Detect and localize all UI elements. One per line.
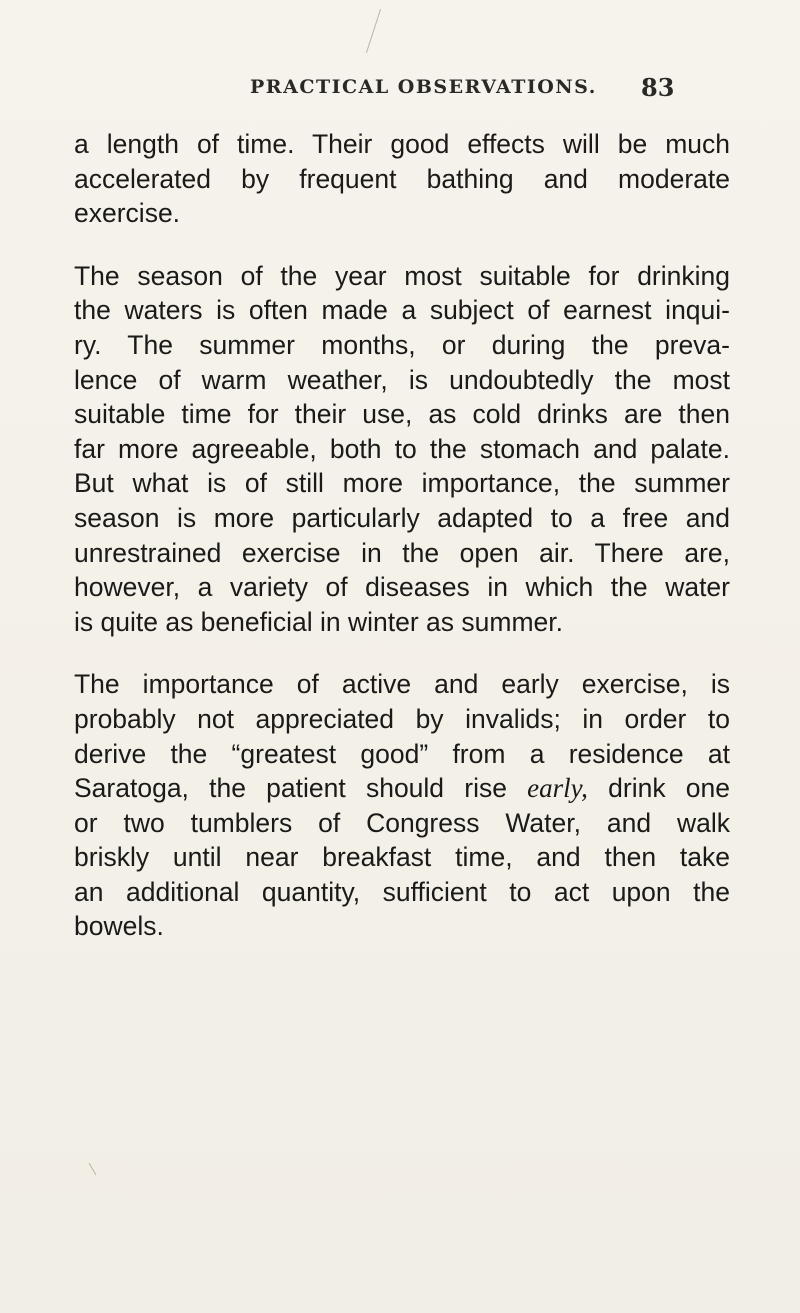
paragraph-1 xyxy=(74,127,730,231)
text-line: far more agreeable, both to the stomach and palate. xyxy=(74,433,730,464)
text-line: is quite as beneficial in winter as summer. xyxy=(74,606,563,637)
paper-mark xyxy=(366,9,381,53)
text-line: But what is of still more importance, the summer xyxy=(74,468,730,499)
text-line: suitable time for their use, as cold drinks are then xyxy=(74,399,730,430)
text-line: unrestrained exercise in the open air. There are, xyxy=(74,537,730,568)
text-line: season is more particularly adapted to a free and xyxy=(74,502,730,533)
text-line: a length of time. Their good effects will be much xyxy=(74,129,730,159)
running-head xyxy=(0,73,800,106)
body-text xyxy=(74,127,730,944)
text-line: The importance of active and early exercise, is xyxy=(74,669,730,700)
page-number: 83 xyxy=(641,73,675,102)
emphasis-text: early, xyxy=(527,773,588,804)
text-line: ry. The summer months, or during the preva- xyxy=(74,329,730,360)
running-title: PRACTICAL OBSERVATIONS. xyxy=(250,76,597,98)
paragraph-3 xyxy=(74,667,730,944)
text-line: lence of warm weather, is undoubtedly the most xyxy=(74,364,730,395)
text-line xyxy=(74,771,730,806)
paper-mark xyxy=(89,1163,97,1176)
text-segment: drink one xyxy=(587,773,730,804)
text-line: the waters is often made a subject of earnest inqui- xyxy=(74,295,730,326)
text-line: bowels. xyxy=(74,911,164,942)
paragraph-2 xyxy=(74,259,730,640)
text-line: probably not appreciated by invalids; in order to xyxy=(74,703,730,734)
text-line: exercise. xyxy=(74,198,181,229)
text-segment: Saratoga, the patient should rise xyxy=(74,773,528,804)
text-line: accelerated by frequent bathing and moderate xyxy=(74,163,730,194)
text-line: derive the “greatest good” from a residence at xyxy=(74,738,730,769)
text-line: briskly until near breakfast time, and then take xyxy=(74,842,730,873)
text-line: an additional quantity, sufficient to act upon the xyxy=(74,876,730,907)
text-line: however, a variety of diseases in which the water xyxy=(74,572,730,603)
text-line: The season of the year most suitable for drinking xyxy=(74,260,730,291)
text-line: or two tumblers of Congress Water, and walk xyxy=(74,807,730,838)
